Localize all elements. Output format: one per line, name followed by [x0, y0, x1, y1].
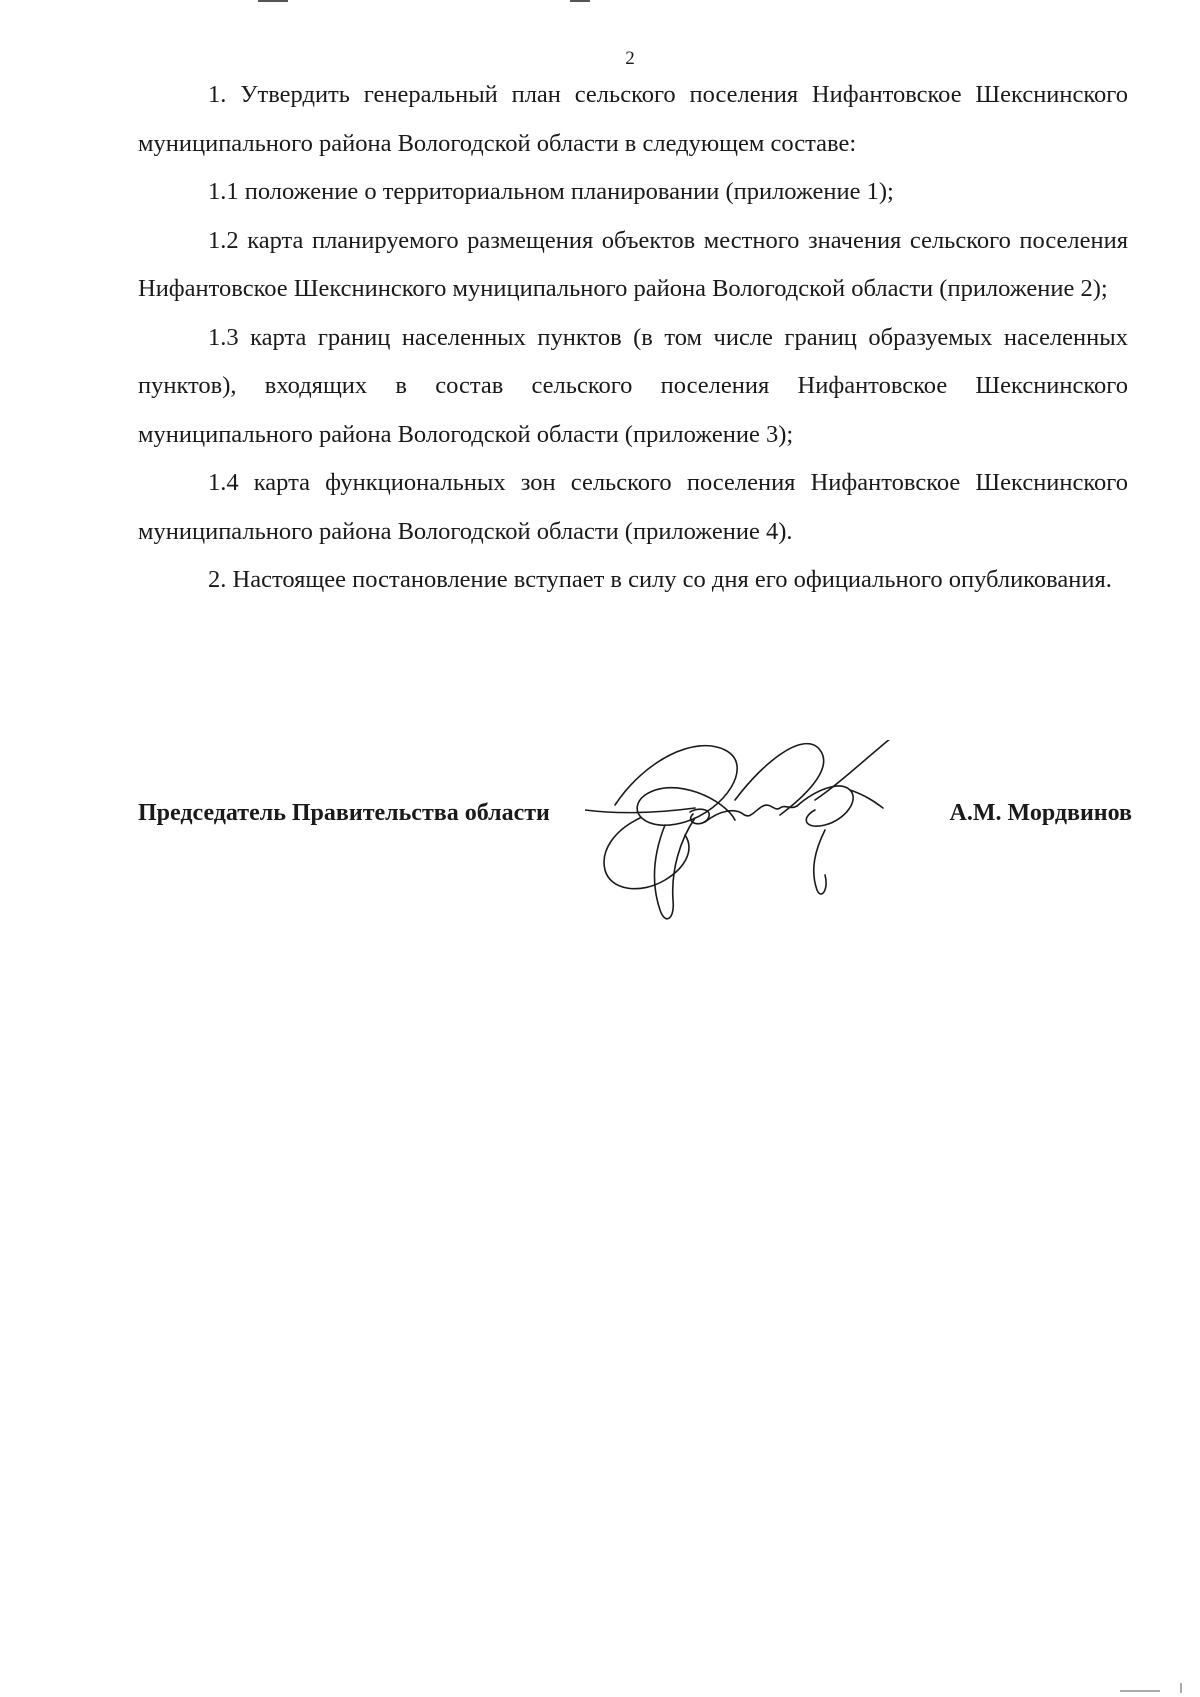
page-number: 2 [625, 48, 635, 69]
document-body [138, 71, 1128, 605]
paragraph-1-2: 1.2 карта планируемого размещения объектов местного значения сельского поселения Нифантовское Шекснинского муниципального района Вологодской области (приложение 2); [138, 226, 1128, 302]
paragraph-1-1: 1.1 положение о территориальном планировании (приложение 1); [208, 178, 894, 205]
signatory-name: А.М. Мордвинов [949, 800, 1132, 826]
scan-mark [258, 0, 288, 2]
signatory-position: Председатель Правительства области [138, 800, 550, 826]
handwritten-signature [585, 740, 935, 940]
scan-mark [1120, 1690, 1160, 1692]
scan-mark [1180, 1683, 1182, 1693]
paragraph-2: 2. Настоящее постановление вступает в силу со дня его официального опубликования. [208, 566, 1112, 593]
paragraph-1-3: 1.3 карта границ населенных пунктов (в том числе границ образуемых населенных пунктов), входящих в состав сельского поселения Нифантовское Шекснинского муниципального района Вологодской области (приложение 3); [138, 323, 1128, 448]
paragraph-1-4: 1.4 карта функциональных зон сельского поселения Нифантовское Шекснинского муниципального района Вологодской области (приложение 4). [138, 469, 1128, 545]
paragraph-1: 1. Утвердить генеральный план сельского поселения Нифантовское Шекснинского муниципального района Вологодской области в следующем составе: [138, 81, 1128, 157]
scan-mark [570, 0, 590, 2]
